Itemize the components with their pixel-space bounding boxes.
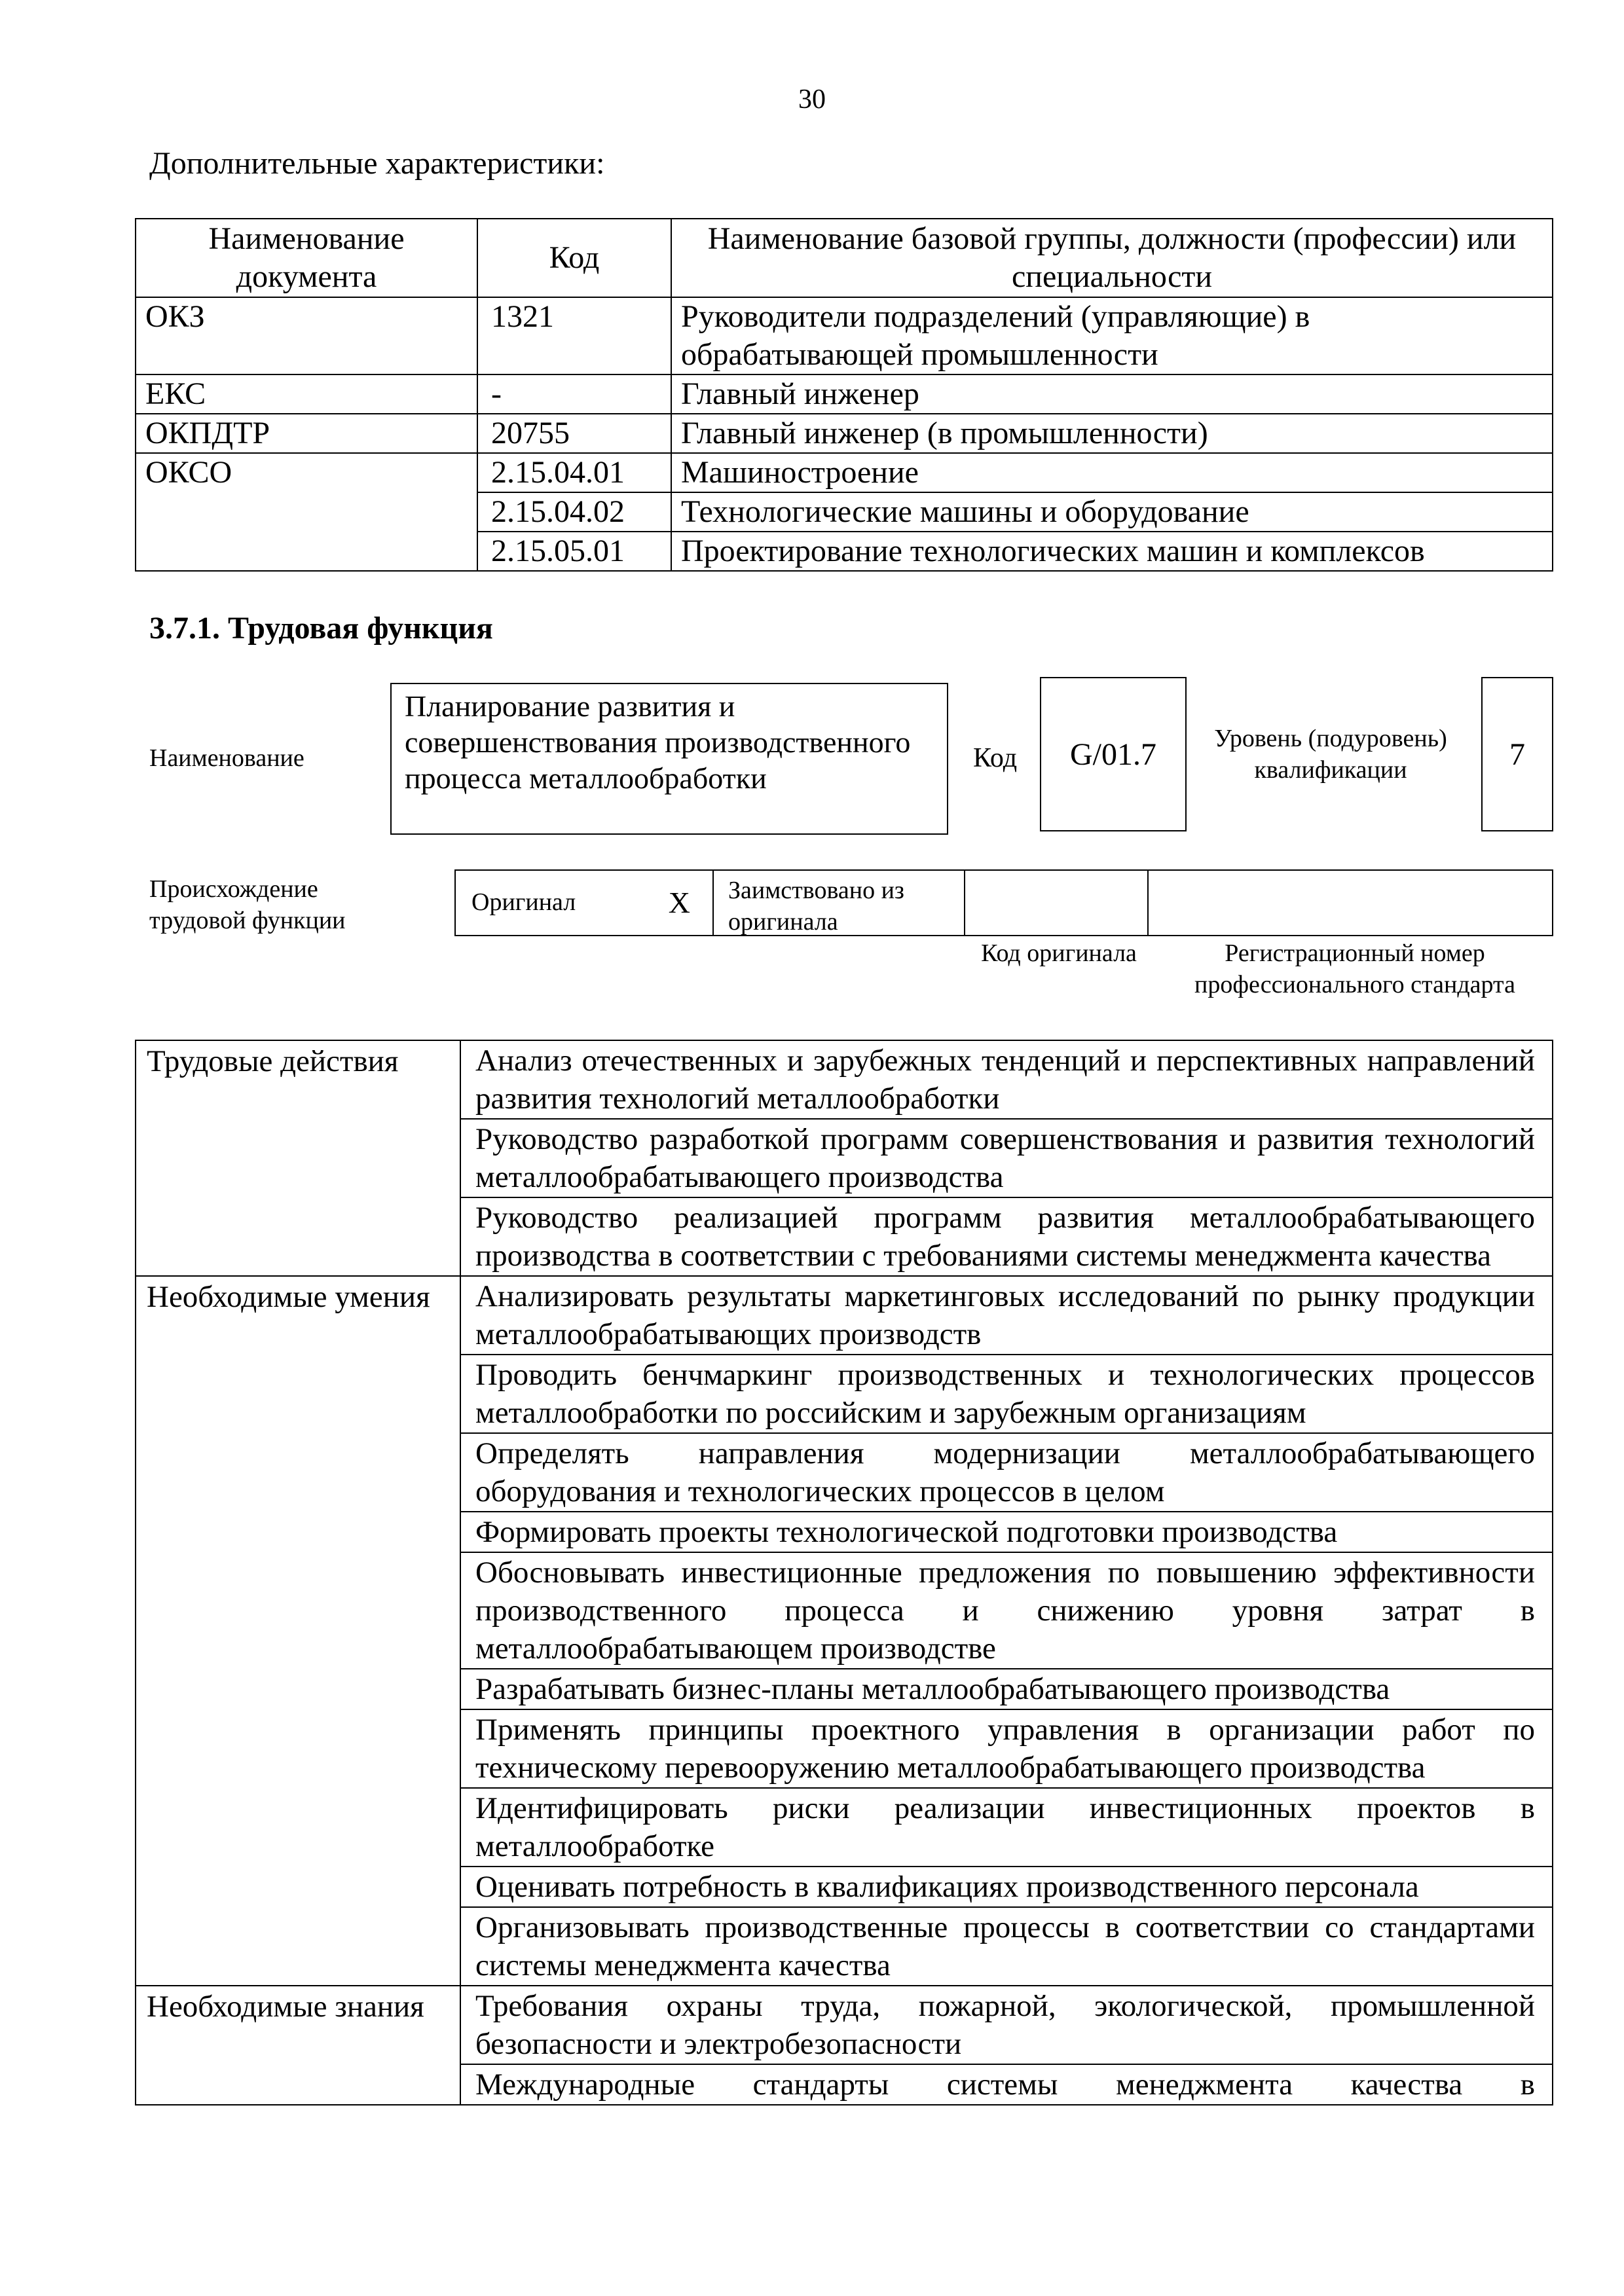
skill-item: Организовывать производственные процессы в соответствии со стандартами системы менеджмента качества [460, 1907, 1553, 1986]
origin-registration-cell [1147, 869, 1553, 936]
header-code: Код [477, 219, 671, 297]
skill-item: Обосновывать инвестиционные предложения по повышению эффективности производственного процесса и снижению уровня затрат в металлообрабатывающем производстве [460, 1552, 1553, 1669]
group-name-cell: Проектирование технологических машин и комплексов [671, 532, 1553, 571]
origin-registration-caption: Регистрационный номер профессионального стандарта [1194, 939, 1515, 998]
code-cell: 2.15.04.01 [477, 453, 671, 492]
table-header-row [136, 219, 1553, 297]
labour-function-title: 3.7.1. Трудовая функция [149, 611, 493, 646]
document-cell: ОКЗ [136, 297, 477, 374]
group-name-cell: Технологические машины и оборудование [671, 492, 1553, 532]
header-group-name: Наименование базовой группы, должности (профессии) или специальности [671, 219, 1553, 297]
knowledge-item: Требования охраны труда, пожарной, экологической, промышленной безопасности и электробезопасности [460, 1986, 1553, 2064]
group-name-cell: Главный инженер [671, 374, 1553, 414]
origin-borrowed-text: Заимствовано из оригинала [728, 877, 904, 936]
table-row [136, 374, 1553, 414]
knowledge-label: Необходимые знания [136, 1986, 460, 2105]
page-number: 30 [798, 84, 826, 115]
code-cell: 1321 [477, 297, 671, 374]
origin-code-cell [964, 869, 1149, 936]
skill-item: Проводить бенчмаркинг производственных и технологических процессов металлообработки по российским и зарубежным организациям [460, 1355, 1553, 1433]
table-row [136, 1276, 1553, 1355]
code-cell: 20755 [477, 414, 671, 453]
skills-label: Необходимые умения [136, 1276, 460, 1986]
action-item: Анализ отечественных и зарубежных тенденций и перспективных направлений развития технологий металлообработки [460, 1040, 1553, 1119]
skill-item: Разрабатывать бизнес-планы металлообрабатывающего производства [460, 1669, 1553, 1709]
action-item: Руководство реализацией программ развития металлообрабатывающего производства в соответствии с требованиями системы менеджмента качества [460, 1197, 1553, 1276]
origin-original-text: Оригинал [471, 888, 576, 916]
table-row [136, 414, 1553, 453]
function-name-label: Наименование [149, 744, 304, 772]
skill-item: Формировать проекты технологической подготовки производства [460, 1512, 1553, 1552]
function-code-label: Код [973, 743, 1018, 773]
skill-item: Оценивать потребность в квалификациях производственного персонала [460, 1867, 1553, 1907]
table-row [136, 1986, 1553, 2064]
origin-borrowed-cell [712, 869, 965, 936]
knowledge-item: Международные стандарты системы менеджмента качества в [460, 2064, 1553, 2105]
skill-item: Определять направления модернизации металлообрабатывающего оборудования и технологических процессов в целом [460, 1433, 1553, 1512]
action-item: Руководство разработкой программ совершенствования и развития технологий металлообрабатывающего производства [460, 1119, 1553, 1197]
function-code-box: G/01.7 [1040, 677, 1187, 831]
group-name-cell: Главный инженер (в промышленности) [671, 414, 1553, 453]
table-row [136, 1040, 1553, 1119]
skill-item: Идентифицировать риски реализации инвестиционных проектов в металлообработке [460, 1788, 1553, 1867]
section-caption: Дополнительные характеристики: [149, 146, 605, 181]
table-row [136, 297, 1553, 374]
origin-original-mark: X [668, 886, 690, 919]
additional-characteristics-table [135, 218, 1553, 572]
origin-label: Происхождение трудовой функции [149, 875, 346, 934]
document-cell: ОКСО [136, 453, 477, 571]
origin-row [454, 869, 1553, 936]
function-name-box: Планирование развития и совершенствования производственного процесса металлообработки [390, 683, 948, 835]
header-document-name: Наименование документа [136, 219, 477, 297]
code-cell: 2.15.04.02 [477, 492, 671, 532]
labour-function-details-table [135, 1040, 1553, 2105]
origin-code-caption: Код оригинала [981, 939, 1137, 967]
code-cell: - [477, 374, 671, 414]
actions-label: Трудовые действия [136, 1040, 460, 1276]
qualification-level-box: 7 [1481, 677, 1553, 831]
group-name-cell: Машиностроение [671, 453, 1553, 492]
code-cell: 2.15.05.01 [477, 532, 671, 571]
qualification-level-label: Уровень (подуровень) квалификации [1214, 725, 1447, 784]
document-cell: ОКПДТР [136, 414, 477, 453]
origin-original-cell [454, 869, 714, 936]
skill-item: Анализировать результаты маркетинговых исследований по рынку продукции металлообрабатывающих производств [460, 1276, 1553, 1355]
group-name-cell: Руководители подразделений (управляющие) в обрабатывающей промышленности [671, 297, 1553, 374]
skill-item: Применять принципы проектного управления в организации работ по техническому перевооружению металлообрабатывающего производства [460, 1709, 1553, 1788]
table-row [136, 453, 1553, 492]
document-cell: ЕКС [136, 374, 477, 414]
